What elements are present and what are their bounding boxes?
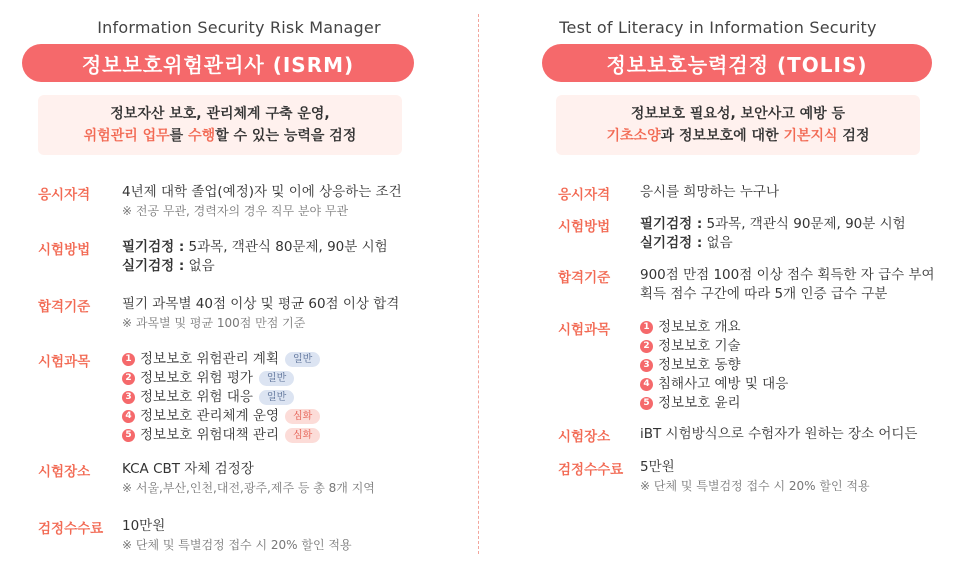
tolis-venue-label: 시험장소 (558, 429, 611, 445)
tolis-eligibility-text: 응시를 희망하는 누구나 (640, 184, 779, 200)
number-badge-icon: 1 (640, 321, 653, 334)
list-item: 2 정보보호 위험 평가 일반 (122, 369, 320, 388)
list-item: 2 정보보호 기술 (640, 337, 788, 356)
tolis-venue-text: iBT 시험방식으로 수험자가 원하는 장소 어디든 (640, 426, 918, 442)
isrm-eligibility-label: 응시자격 (38, 187, 91, 203)
number-badge-icon: 3 (122, 391, 135, 404)
isrm-fee-label: 검정수수료 (38, 521, 104, 537)
isrm-criteria-label: 합격기준 (38, 299, 91, 315)
level-badge: 심화 (285, 428, 320, 443)
isrm-criteria-text: 필기 과목별 40점 이상 및 평균 60점 이상 합격 (122, 296, 400, 312)
level-badge: 일반 (259, 390, 294, 405)
list-item: 1 정보보호 위험관리 계획 일반 (122, 350, 320, 369)
number-badge-icon: 3 (640, 359, 653, 372)
isrm-fee-text: 10만원 (122, 518, 166, 534)
tolis-desc-line2: 기초소양과 정보보호에 대한 기본지식 검정 (606, 128, 870, 144)
isrm-english-title: Information Security Risk Manager (97, 18, 381, 37)
tolis-subjects-row (558, 318, 788, 413)
tolis-method-label: 시험방법 (558, 219, 611, 235)
isrm-eligibility-text: 4년제 대학 졸업(예정)자 및 이에 상응하는 조건 (122, 184, 402, 200)
isrm-description (38, 95, 402, 155)
tolis-written-exam: 필기검정 : 5과목, 객관식 90문제, 90분 시험 (640, 216, 906, 232)
isrm-venue-row (38, 460, 375, 498)
isrm-method-label: 시험방법 (38, 242, 91, 258)
isrm-fee-note: ※ 단체 및 특별검정 접수 시 20% 할인 적용 (122, 538, 352, 552)
list-item: 3 정보보호 동향 (640, 356, 788, 375)
number-badge-icon: 2 (640, 340, 653, 353)
tolis-title-pill: 정보보호능력검정 (TOLIS) (542, 44, 932, 82)
tolis-desc-line1: 정보보호 필요성, 보안사고 예방 등 (630, 106, 846, 122)
list-item: 4 침해사고 예방 및 대응 (640, 375, 788, 394)
level-badge: 심화 (285, 409, 320, 424)
list-item: 5 정보보호 위험대책 관리 심화 (122, 426, 320, 445)
tolis-english-title: Test of Literacy in Information Security (559, 18, 877, 37)
level-badge: 일반 (285, 352, 320, 367)
number-badge-icon: 5 (122, 429, 135, 442)
tolis-fee-label: 검정수수료 (558, 462, 624, 478)
isrm-criteria-note: ※ 과목별 및 평균 100점 만점 기준 (122, 316, 306, 330)
number-badge-icon: 1 (122, 353, 135, 366)
tolis-fee-note: ※ 단체 및 특별검정 접수 시 20% 할인 적용 (640, 479, 870, 493)
tolis-eligibility-row (558, 183, 779, 203)
list-item: 1 정보보호 개요 (640, 318, 788, 337)
isrm-written-exam: 필기검정 : 5과목, 객관식 80문제, 90분 시험 (122, 239, 388, 255)
isrm-practical-exam: 실기검정 : 없음 (122, 258, 215, 274)
tolis-fee-text: 5만원 (640, 459, 675, 475)
isrm-eligibility-row (38, 183, 402, 221)
isrm-fee-row (38, 517, 352, 555)
number-badge-icon: 4 (122, 410, 135, 423)
tolis-criteria-line1: 900점 만점 100점 이상 점수 획득한 자 급수 부여 (640, 267, 935, 283)
isrm-eligibility-note: ※ 전공 무관, 경력자의 경우 직무 분야 무관 (122, 204, 349, 218)
number-badge-icon: 2 (122, 372, 135, 385)
isrm-desc-line1: 정보자산 보호, 관리체계 구축 운영, (110, 106, 330, 122)
isrm-title-pill: 정보보호위험관리사 (ISRM) (22, 44, 414, 82)
isrm-desc-line2: 위험관리 업무를 수행할 수 있는 능력을 검정 (83, 128, 357, 144)
tolis-eligibility-label: 응시자격 (558, 187, 611, 203)
list-item: 4 정보보호 관리체계 운영 심화 (122, 407, 320, 426)
tolis-panel (480, 0, 956, 564)
tolis-criteria-row (558, 266, 935, 304)
isrm-venue-text: KCA CBT 자체 검정장 (122, 461, 254, 477)
tolis-practical-exam: 실기검정 : 없음 (640, 235, 733, 251)
tolis-criteria-label: 합격기준 (558, 270, 611, 286)
tolis-fee-row (558, 458, 870, 496)
isrm-method-row (38, 238, 388, 276)
number-badge-icon: 5 (640, 397, 653, 410)
number-badge-icon: 4 (640, 378, 653, 391)
tolis-criteria-line2: 획득 점수 구간에 따라 5개 인증 급수 구분 (640, 286, 888, 302)
isrm-subjects-label: 시험과목 (38, 354, 91, 370)
tolis-subjects-label: 시험과목 (558, 322, 611, 338)
level-badge: 일반 (259, 371, 294, 386)
tolis-method-row (558, 215, 906, 253)
column-divider (478, 14, 479, 554)
isrm-venue-note: ※ 서울,부산,인천,대전,광주,제주 등 총 8개 지역 (122, 481, 375, 495)
list-item: 3 정보보호 위험 대응 일반 (122, 388, 320, 407)
tolis-description (556, 95, 920, 155)
list-item: 5 정보보호 윤리 (640, 394, 788, 413)
tolis-venue-row (558, 425, 917, 445)
isrm-venue-label: 시험장소 (38, 464, 91, 480)
isrm-criteria-row (38, 295, 399, 333)
isrm-subjects-row (38, 350, 320, 445)
